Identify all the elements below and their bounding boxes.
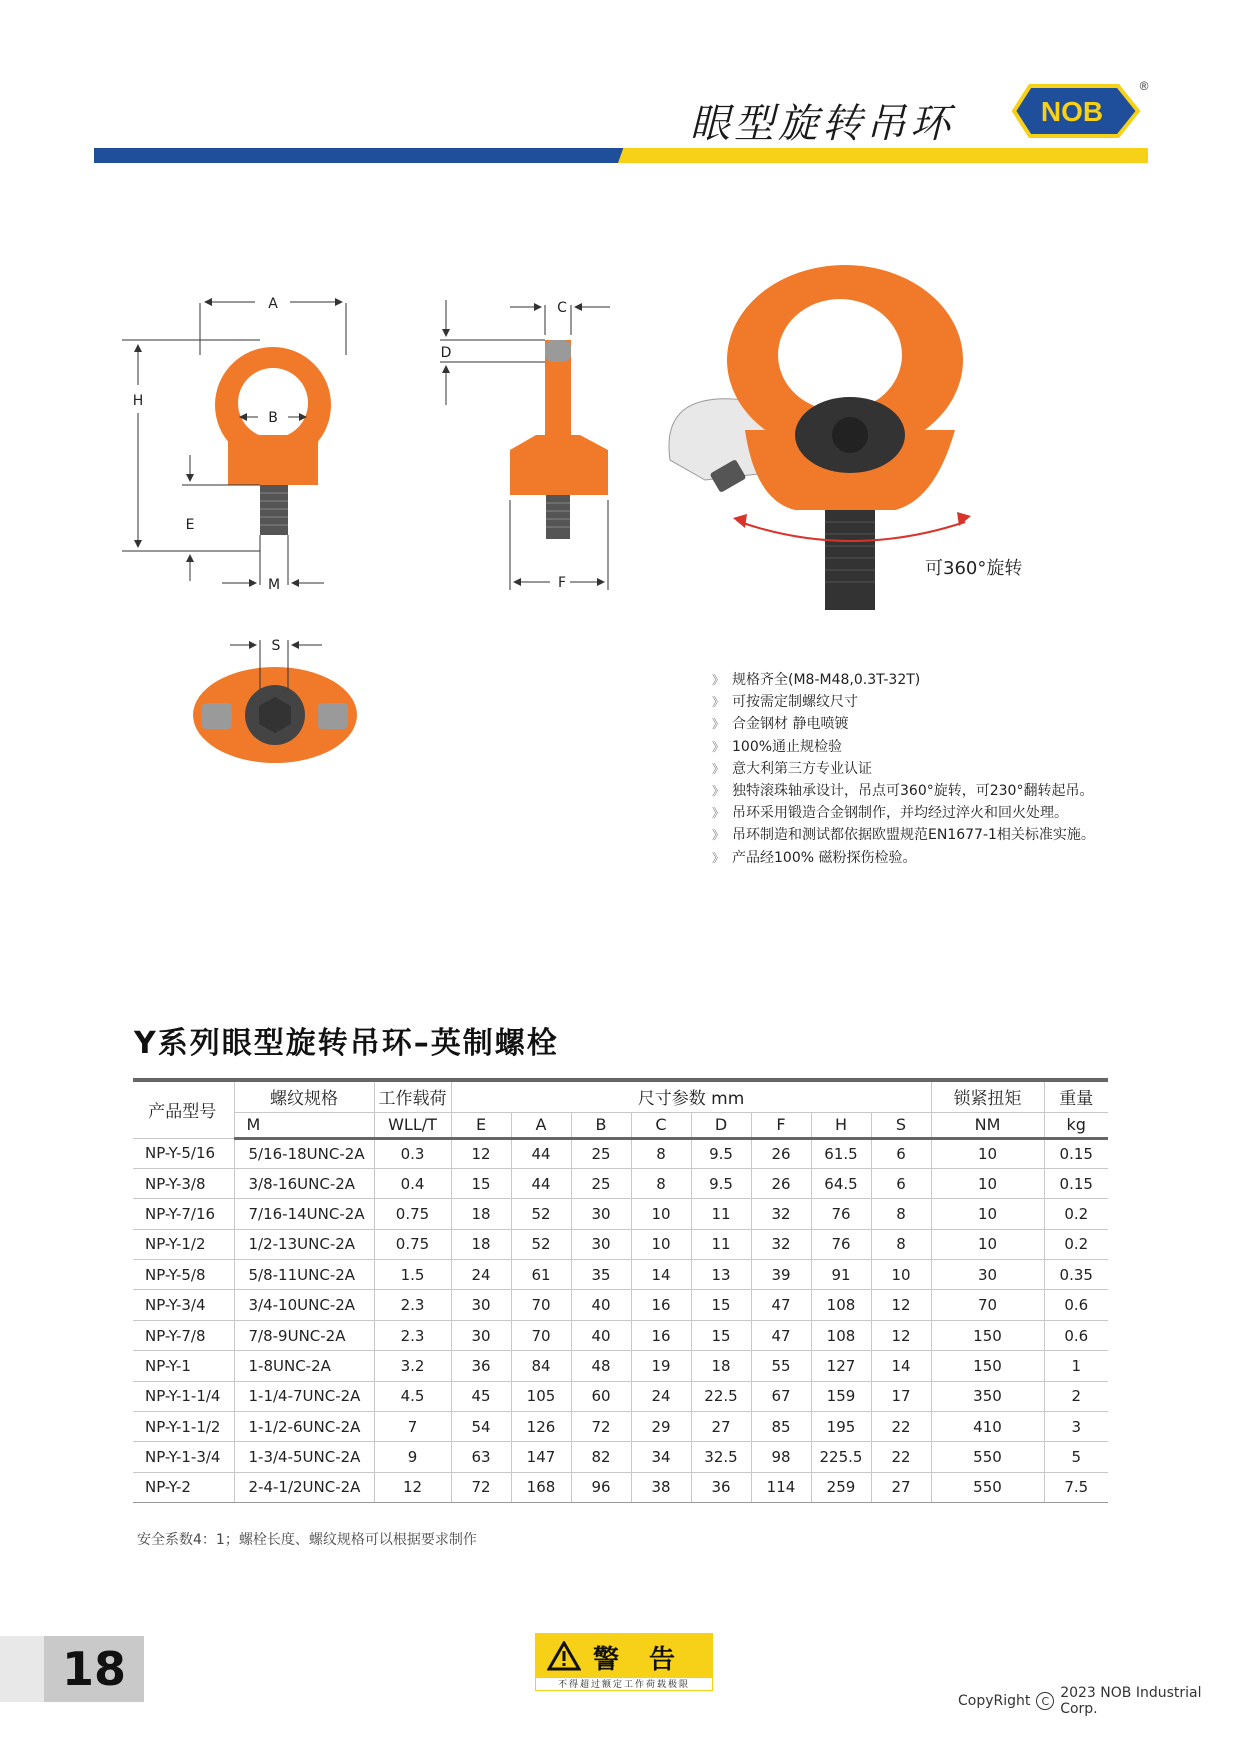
table-row <box>133 1290 1108 1320</box>
footnote: 安全系数4：1；螺栓长度、螺纹规格可以根据要求制作 <box>137 1532 477 1548</box>
table-cell: 9.5 <box>691 1138 751 1168</box>
table-cell: 6 <box>871 1168 931 1198</box>
table-cell: 108 <box>811 1320 871 1350</box>
table-cell: 2-4-1/2UNC-2A <box>234 1472 374 1502</box>
feature-item: 》 规格齐全(M8-M48,0.3T-32T) <box>712 669 1162 691</box>
table-cell: 36 <box>451 1351 511 1381</box>
table-cell: 14 <box>871 1351 931 1381</box>
side-view <box>440 300 610 591</box>
table-cell: 19 <box>631 1351 691 1381</box>
table-cell: 63 <box>451 1442 511 1472</box>
table-cell: 0.15 <box>1044 1168 1108 1198</box>
copyright-text: 2023 NOB Industrial Corp. <box>1060 1685 1202 1717</box>
table-cell: 11 <box>691 1229 751 1259</box>
table-cell: 7.5 <box>1044 1472 1108 1502</box>
table-cell: 5/16-18UNC-2A <box>234 1138 374 1168</box>
table-cell: 14 <box>631 1260 691 1290</box>
header-band-yellow <box>618 148 1148 163</box>
table-cell: 550 <box>931 1472 1044 1502</box>
table-cell: 10 <box>931 1199 1044 1229</box>
table-cell: 30 <box>451 1290 511 1320</box>
table-cell: 6 <box>871 1138 931 1168</box>
page-number: 18 <box>44 1636 144 1702</box>
table-cell: 2.3 <box>374 1290 451 1320</box>
dim-label-h: H <box>132 393 144 409</box>
table-cell: 32 <box>751 1199 811 1229</box>
table-cell: 259 <box>811 1472 871 1502</box>
header-dim-e: E <box>451 1112 511 1138</box>
table-cell: 48 <box>571 1351 631 1381</box>
table-cell: 15 <box>691 1320 751 1350</box>
table-row <box>133 1381 1108 1411</box>
table-cell: 64.5 <box>811 1168 871 1198</box>
table-cell: 24 <box>631 1381 691 1411</box>
table-cell: 34 <box>631 1442 691 1472</box>
header-wll: 工作载荷 <box>374 1080 451 1112</box>
table-cell: 3/4-10UNC-2A <box>234 1290 374 1320</box>
table-cell: 12 <box>871 1290 931 1320</box>
table-cell: 30 <box>451 1320 511 1350</box>
table-cell: 27 <box>691 1412 751 1442</box>
feature-bullet: 》 <box>712 739 725 754</box>
header-weight-sub: kg <box>1044 1112 1108 1138</box>
table-cell: NP-Y-3/4 <box>133 1290 234 1320</box>
table-cell: 126 <box>511 1412 571 1442</box>
table-row <box>133 1351 1108 1381</box>
table-row <box>133 1229 1108 1259</box>
table-cell: 45 <box>451 1381 511 1411</box>
feature-bullet: 》 <box>712 673 725 687</box>
table-cell: 13 <box>691 1260 751 1290</box>
front-view <box>122 296 346 593</box>
table-cell: 550 <box>931 1442 1044 1472</box>
table-cell: 76 <box>811 1229 871 1259</box>
table-cell: 12 <box>451 1138 511 1168</box>
table-cell: 40 <box>571 1290 631 1320</box>
table-cell: 84 <box>511 1351 571 1381</box>
table-row <box>133 1138 1108 1168</box>
table-cell: 38 <box>631 1472 691 1502</box>
table-cell: 0.2 <box>1044 1199 1108 1229</box>
header-dim-d: D <box>691 1112 751 1138</box>
table-cell: 7 <box>374 1412 451 1442</box>
table-row <box>133 1472 1108 1502</box>
table-cell: NP-Y-7/8 <box>133 1320 234 1350</box>
table-cell: 410 <box>931 1412 1044 1442</box>
table-cell: 10 <box>931 1168 1044 1198</box>
table-cell: 18 <box>451 1229 511 1259</box>
table-cell: 82 <box>571 1442 631 1472</box>
table-cell: 105 <box>511 1381 571 1411</box>
header-dim-h: H <box>811 1112 871 1138</box>
table-cell: 67 <box>751 1381 811 1411</box>
spec-table <box>133 1078 1108 1503</box>
table-cell: 15 <box>691 1290 751 1320</box>
dim-label-d: D <box>440 345 452 361</box>
table-row <box>133 1442 1108 1472</box>
table-cell: 0.15 <box>1044 1138 1108 1168</box>
feature-bullet: 》 <box>712 717 725 732</box>
table-cell: 350 <box>931 1381 1044 1411</box>
table-cell: 30 <box>571 1199 631 1229</box>
table-cell: 11 <box>691 1199 751 1229</box>
registered-mark: ® <box>1139 79 1149 93</box>
header-band-blue <box>94 148 624 163</box>
table-cell: 72 <box>571 1412 631 1442</box>
table-cell: 91 <box>811 1260 871 1290</box>
table-cell: 1-1/2-6UNC-2A <box>234 1412 374 1442</box>
table-cell: 0.75 <box>374 1199 451 1229</box>
nob-logo <box>1000 78 1152 144</box>
table-cell: 44 <box>511 1168 571 1198</box>
table-cell: 8 <box>871 1199 931 1229</box>
table-cell: 98 <box>751 1442 811 1472</box>
header-weight: 重量 <box>1044 1080 1108 1112</box>
table-cell: 225.5 <box>811 1442 871 1472</box>
table-cell: 0.2 <box>1044 1229 1108 1259</box>
table-cell: 25 <box>571 1168 631 1198</box>
table-cell: 29 <box>631 1412 691 1442</box>
feature-item: 》 吊环采用锻造合金钢制作，并均经过淬火和回火处理。 <box>712 802 1162 824</box>
table-cell: 15 <box>451 1168 511 1198</box>
table-cell: 150 <box>931 1320 1044 1350</box>
table-cell: 39 <box>751 1260 811 1290</box>
table-cell: 3.2 <box>374 1351 451 1381</box>
table-cell: 1 <box>1044 1351 1108 1381</box>
table-cell: 1-8UNC-2A <box>234 1351 374 1381</box>
table-cell: 12 <box>871 1320 931 1350</box>
feature-item: 》 吊环制造和测试都依据欧盟规范EN1677-1相关标准实施。 <box>712 824 1162 846</box>
feature-list <box>712 669 1162 869</box>
table-row <box>133 1168 1108 1198</box>
feature-item: 》 可按需定制螺纹尺寸 <box>712 691 1162 713</box>
table-cell: 70 <box>511 1320 571 1350</box>
copyright-icon: C <box>1036 1692 1054 1710</box>
dim-label-f: F <box>557 575 567 591</box>
table-cell: NP-Y-3/8 <box>133 1168 234 1198</box>
table-cell: 0.6 <box>1044 1290 1108 1320</box>
table-cell: 17 <box>871 1381 931 1411</box>
table-cell: 8 <box>631 1138 691 1168</box>
table-cell: 52 <box>511 1199 571 1229</box>
table-cell: 3/8-16UNC-2A <box>234 1168 374 1198</box>
table-cell: 22.5 <box>691 1381 751 1411</box>
feature-item: 》 意大利第三方专业认证 <box>712 758 1162 780</box>
table-cell: 7/8-9UNC-2A <box>234 1320 374 1350</box>
table-cell: 4.5 <box>374 1381 451 1411</box>
table-cell: NP-Y-1/2 <box>133 1229 234 1259</box>
rotation-label: 可360°旋转 <box>925 558 1023 579</box>
feature-bullet: 》 <box>712 761 725 776</box>
table-cell: 8 <box>871 1229 931 1259</box>
page-number-tab <box>0 1636 44 1702</box>
table-cell: NP-Y-1-1/2 <box>133 1412 234 1442</box>
copyright <box>958 1685 1241 1717</box>
table-cell: 30 <box>571 1229 631 1259</box>
top-view <box>193 638 357 763</box>
table-cell: NP-Y-1 <box>133 1351 234 1381</box>
table-cell: 55 <box>751 1351 811 1381</box>
warning-icon <box>547 1641 581 1671</box>
table-cell: 18 <box>451 1199 511 1229</box>
table-cell: 70 <box>511 1290 571 1320</box>
table-cell: 147 <box>511 1442 571 1472</box>
header-torque-sub: NM <box>931 1112 1044 1138</box>
table-cell: 32 <box>751 1229 811 1259</box>
table-cell: 0.6 <box>1044 1320 1108 1350</box>
table-cell: 76 <box>811 1199 871 1229</box>
table-cell: 127 <box>811 1351 871 1381</box>
table-cell: 0.4 <box>374 1168 451 1198</box>
table-cell: 0.75 <box>374 1229 451 1259</box>
table-cell: 10 <box>631 1229 691 1259</box>
table-cell: 3 <box>1044 1412 1108 1442</box>
table-cell: 61 <box>511 1260 571 1290</box>
feature-item: 》 独特滚珠轴承设计，吊点可360°旋转，可230°翻转起吊。 <box>712 780 1162 802</box>
table-cell: 18 <box>691 1351 751 1381</box>
table-cell: 16 <box>631 1290 691 1320</box>
table-cell: 10 <box>931 1138 1044 1168</box>
header-dim-s: S <box>871 1112 931 1138</box>
header-torque: 锁紧扭矩 <box>931 1080 1044 1112</box>
dimension-drawing <box>110 285 650 775</box>
table-cell: 10 <box>631 1199 691 1229</box>
table-cell: 16 <box>631 1320 691 1350</box>
table-cell: 150 <box>931 1351 1044 1381</box>
table-cell: 22 <box>871 1412 931 1442</box>
table-cell: 24 <box>451 1260 511 1290</box>
dim-label-m: M <box>267 577 281 593</box>
feature-item: 》 合金钢材 静电喷镀 <box>712 713 1162 735</box>
feature-bullet: 》 <box>712 806 725 821</box>
warning-label <box>535 1633 713 1691</box>
table-cell: 5/8-11UNC-2A <box>234 1260 374 1290</box>
spec-table-body <box>133 1138 1108 1503</box>
table-cell: NP-Y-1-3/4 <box>133 1442 234 1472</box>
table-cell: 22 <box>871 1442 931 1472</box>
table-cell: 168 <box>511 1472 571 1502</box>
header-dim-f: F <box>751 1112 811 1138</box>
table-cell: 52 <box>511 1229 571 1259</box>
table-cell: 108 <box>811 1290 871 1320</box>
table-cell: 32.5 <box>691 1442 751 1472</box>
table-row <box>133 1260 1108 1290</box>
table-cell: 47 <box>751 1290 811 1320</box>
feature-bullet: 》 <box>712 784 725 799</box>
table-cell: 70 <box>931 1290 1044 1320</box>
table-cell: 1-1/4-7UNC-2A <box>234 1381 374 1411</box>
header-dim-c: C <box>631 1112 691 1138</box>
copyright-prefix: CopyRight <box>958 1693 1031 1709</box>
table-cell: 96 <box>571 1472 631 1502</box>
feature-item: 》 产品经100% 磁粉探伤检验。 <box>712 847 1162 869</box>
feature-bullet: 》 <box>712 828 725 843</box>
warning-title: 警告 <box>593 1645 706 1675</box>
table-cell: 27 <box>871 1472 931 1502</box>
table-cell: 195 <box>811 1412 871 1442</box>
header-model: 产品型号 <box>133 1080 234 1138</box>
logo-text: NOB <box>1040 96 1104 127</box>
table-cell: 10 <box>931 1229 1044 1259</box>
dim-label-s: S <box>271 638 281 654</box>
table-cell: NP-Y-5/8 <box>133 1260 234 1290</box>
table-cell: 2.3 <box>374 1320 451 1350</box>
table-cell: 36 <box>691 1472 751 1502</box>
table-cell: 1.5 <box>374 1260 451 1290</box>
header-thread-sub: M <box>234 1112 374 1138</box>
table-cell: 12 <box>374 1472 451 1502</box>
dim-label-e: E <box>185 517 195 533</box>
table-cell: 0.35 <box>1044 1260 1108 1290</box>
table-cell: 9 <box>374 1442 451 1472</box>
header-dim-a: A <box>511 1112 571 1138</box>
page-title: 眼型旋转吊环 <box>690 101 954 147</box>
header-dims: 尺寸参数 mm <box>451 1080 931 1112</box>
table-cell: 5 <box>1044 1442 1108 1472</box>
table-cell: 1-3/4-5UNC-2A <box>234 1442 374 1472</box>
table-cell: 10 <box>871 1260 931 1290</box>
table-cell: 72 <box>451 1472 511 1502</box>
header-thread: 螺纹规格 <box>234 1080 374 1112</box>
table-cell: 85 <box>751 1412 811 1442</box>
table-cell: 26 <box>751 1138 811 1168</box>
table-cell: 44 <box>511 1138 571 1168</box>
feature-bullet: 》 <box>712 695 725 710</box>
table-cell: 26 <box>751 1168 811 1198</box>
table-cell: 35 <box>571 1260 631 1290</box>
table-cell: 61.5 <box>811 1138 871 1168</box>
table-row <box>133 1412 1108 1442</box>
table-cell: NP-Y-5/16 <box>133 1138 234 1168</box>
dim-label-a: A <box>268 296 278 312</box>
header-wll-sub: WLL/T <box>374 1112 451 1138</box>
table-cell: 8 <box>631 1168 691 1198</box>
table-cell: 25 <box>571 1138 631 1168</box>
table-cell: 7/16-14UNC-2A <box>234 1199 374 1229</box>
table-row <box>133 1320 1108 1350</box>
table-row <box>133 1199 1108 1229</box>
table-cell: 2 <box>1044 1381 1108 1411</box>
table-cell: 114 <box>751 1472 811 1502</box>
table-cell: NP-Y-7/16 <box>133 1199 234 1229</box>
table-cell: 159 <box>811 1381 871 1411</box>
table-cell: 1/2-13UNC-2A <box>234 1229 374 1259</box>
section-title: Y系列眼型旋转吊环–英制螺栓 <box>134 1026 559 1061</box>
table-cell: 54 <box>451 1412 511 1442</box>
table-cell: 47 <box>751 1320 811 1350</box>
dim-label-c: C <box>557 300 567 316</box>
table-cell: 0.3 <box>374 1138 451 1168</box>
header-dim-b: B <box>571 1112 631 1138</box>
table-cell: 40 <box>571 1320 631 1350</box>
feature-bullet: 》 <box>712 850 725 865</box>
table-cell: NP-Y-2 <box>133 1472 234 1502</box>
feature-item: 》 100%通止规检验 <box>712 736 1162 758</box>
table-cell: NP-Y-1-1/4 <box>133 1381 234 1411</box>
table-cell: 9.5 <box>691 1168 751 1198</box>
table-cell: 30 <box>931 1260 1044 1290</box>
warning-subtitle: 不得超过额定工作荷载极限 <box>535 1677 713 1691</box>
dim-label-b: B <box>268 410 278 426</box>
table-cell: 60 <box>571 1381 631 1411</box>
